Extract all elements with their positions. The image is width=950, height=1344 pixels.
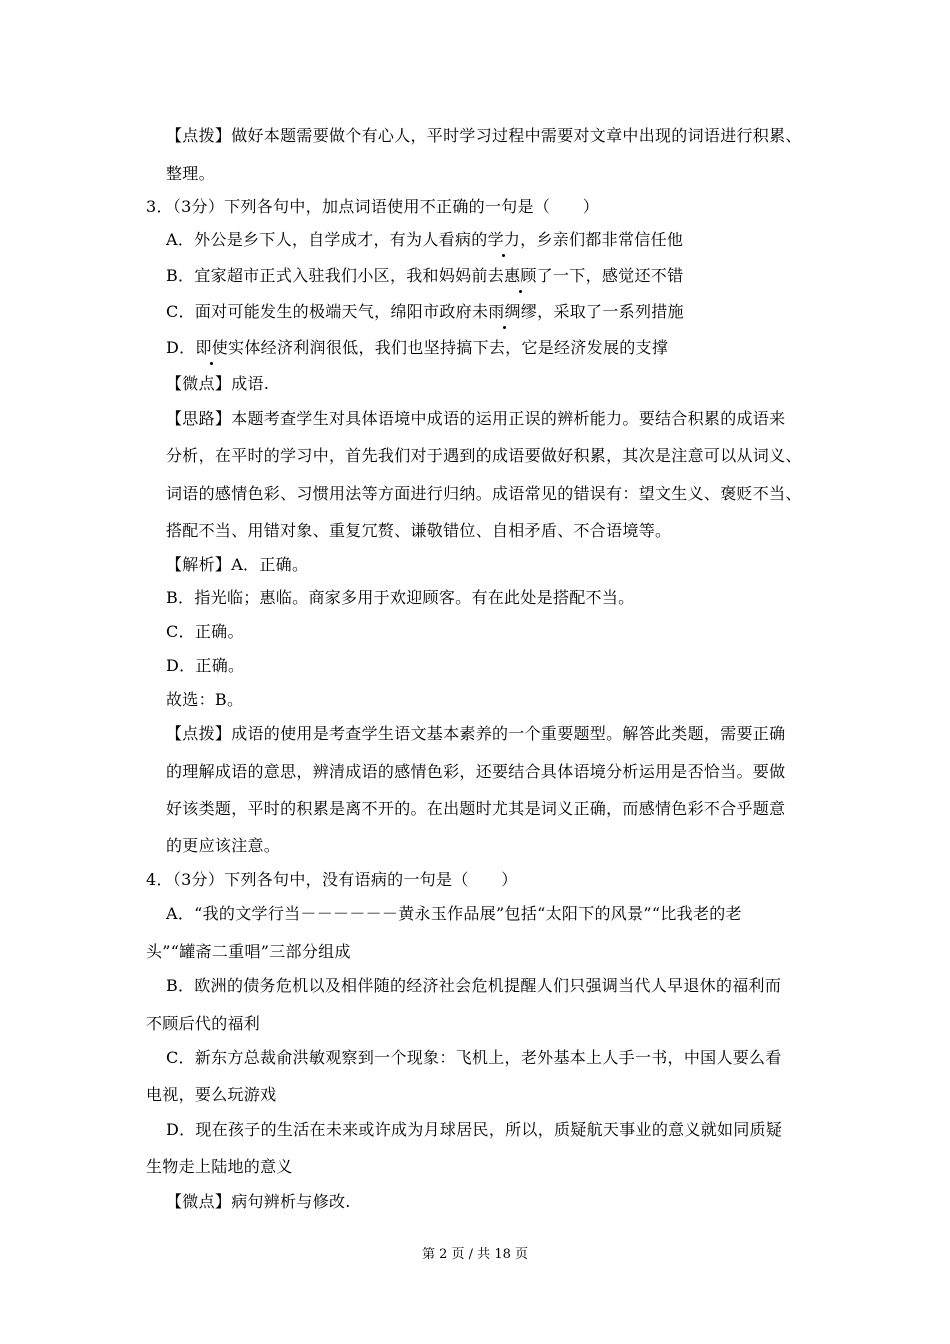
analysis-line: 【解析】A．正确。 xyxy=(166,555,309,574)
tip-paragraph-line: 整理。 xyxy=(166,164,215,183)
question-4-option-a-cont: 头”“罐斋二重唱”三部分组成 xyxy=(146,942,351,961)
knowledge-point: 【微点】病句辨析与修改. xyxy=(166,1192,351,1211)
option-text: 实体经济利润很低，我们也坚持搞下去，它是经济发展的支撑 xyxy=(228,338,669,357)
tip-paragraph-line: 好该类题，平时的积累是离不开的。在出题时尤其是词义正确，而感情色彩不合乎题意 xyxy=(166,799,786,818)
option-text: ，乡亲们都非常信任他 xyxy=(520,230,684,249)
option-text: 了一下，感觉还不错 xyxy=(536,266,684,285)
dotted-word: 惠顾 xyxy=(504,266,537,285)
question-4-option-d-cont: 生物走上陆地的意义 xyxy=(146,1157,293,1176)
question-3-option-a xyxy=(166,230,683,250)
answer-line: 故选：B。 xyxy=(166,690,244,709)
question-4-stem: 4．（3分）下列各句中，没有语病的一句是（ ） xyxy=(146,870,518,889)
knowledge-point: 【微点】成语. xyxy=(166,374,270,393)
analysis-line: B．指光临；惠临。商家多用于欢迎顾客。有在此处是搭配不当。 xyxy=(166,588,635,607)
question-4-option-c: C．新东方总裁俞洪敏观察到一个现象：飞机上，老外基本上人手一书，中国人要么看 xyxy=(166,1048,782,1067)
question-4-option-b: B．欧洲的债务危机以及相伴随的经济社会危机提醒人们只强调当代人早退休的福利而 xyxy=(166,976,782,995)
page-footer: 第 2 页 / 共 18 页 xyxy=(422,1247,528,1262)
question-3-option-c xyxy=(166,302,684,322)
dotted-word: 学力 xyxy=(487,230,521,249)
approach-paragraph-line: 分析，在平时的学习中，首先我们对于遇到的成语要做好积累，其次是注意可以从词义、 xyxy=(166,446,802,465)
tip-paragraph-line: 的理解成语的意思，辨清成语的感情色彩，还要结合具体语境分析运用是否恰当。要做 xyxy=(166,762,786,781)
analysis-line: D．正确。 xyxy=(166,656,245,675)
question-3-option-b xyxy=(166,266,683,286)
option-text: C．面对可能发生的极端天气，绵阳市政府 xyxy=(166,302,472,321)
question-3-stem: 3．（3分）下列各句中，加点词语使用不正确的一句是（ ） xyxy=(146,197,600,216)
tip-paragraph-line: 的更应该注意。 xyxy=(166,836,281,855)
dotted-word: 即使 xyxy=(195,338,229,357)
option-text: A．外公是乡下人，自学成才，有为人看病的 xyxy=(166,230,488,249)
dotted-word: 未雨绸缪 xyxy=(471,302,538,321)
question-3-option-d xyxy=(166,338,668,358)
question-4-option-d: D．现在孩子的生活在未来或许成为月球居民，所以，质疑航天事业的意义就如同质疑 xyxy=(166,1120,783,1139)
option-text: ，采取了一系列措施 xyxy=(537,302,684,321)
approach-paragraph-line: 【思路】本题考查学生对具体语境中成语的运用正误的辨析能力。要结合积累的成语来 xyxy=(166,409,786,428)
question-4-option-a: A．“我的文学行当－－－－－－黄永玉作品展”包括“太阳下的风景”“比我老的老 xyxy=(166,904,742,923)
question-4-option-b-cont: 不顾后代的福利 xyxy=(146,1014,261,1033)
approach-paragraph-line: 词语的感情色彩、习惯用法等方面进行归纳。成语常见的错误有：望文生义、褒贬不当、 xyxy=(166,484,802,503)
approach-paragraph-line: 搭配不当、用错对象、重复冗赘、谦敬错位、自相矛盾、不合语境等。 xyxy=(166,521,672,540)
question-4-option-c-cont: 电视，要么玩游戏 xyxy=(146,1085,277,1104)
option-text: D． xyxy=(166,338,196,357)
option-text: B．宜家超市正式入驻我们小区，我和妈妈前去 xyxy=(166,266,505,285)
tip-paragraph-line: 【点拨】成语的使用是考查学生语文基本素养的一个重要题型。解答此类题，需要正确 xyxy=(166,724,786,743)
tip-paragraph-line: 【点拨】做好本题需要做个有心人，平时学习过程中需要对文章中出现的词语进行积累、 xyxy=(166,126,802,145)
analysis-line: C．正确。 xyxy=(166,622,244,641)
